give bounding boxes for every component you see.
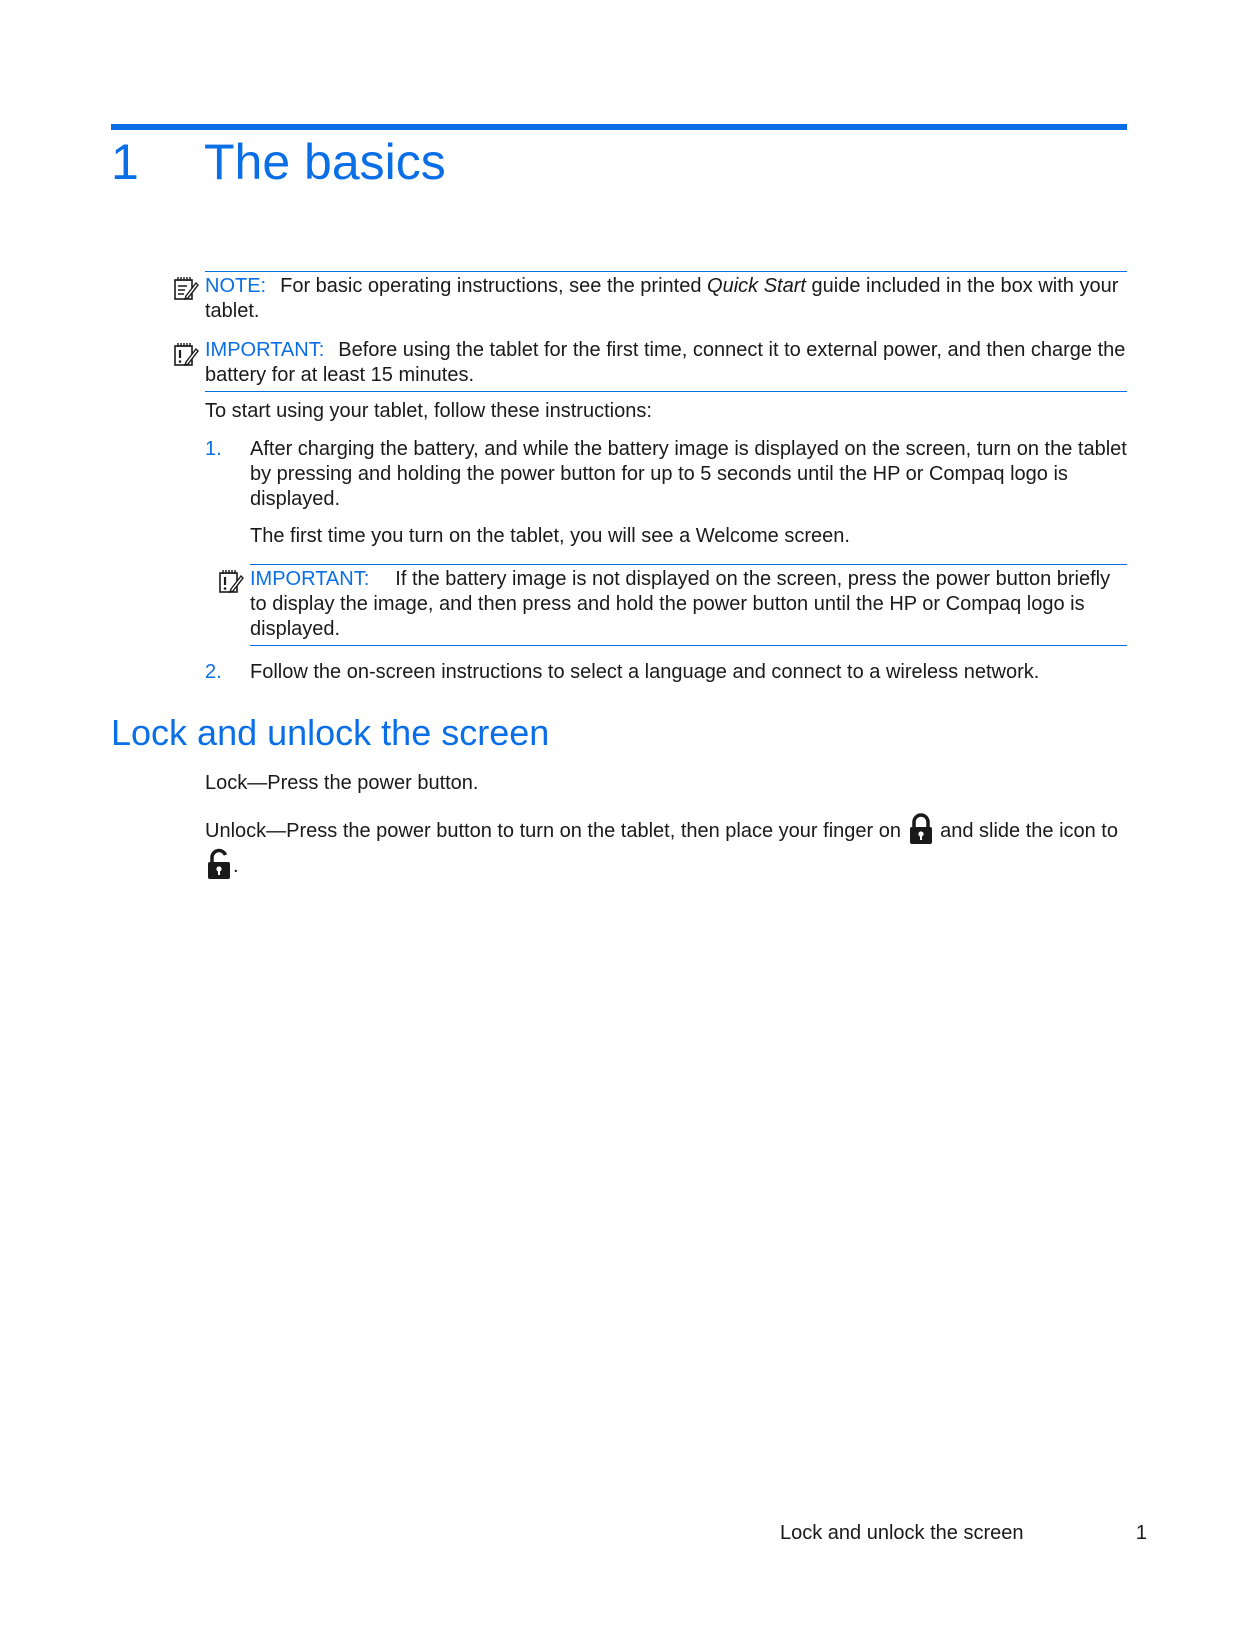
footer-title: Lock and unlock the screen xyxy=(780,1522,1024,1544)
unlock-mid: and slide the icon to xyxy=(934,820,1118,842)
note-block xyxy=(205,271,1127,324)
step-subtext: The first time you turn on the tablet, you will see a Welcome screen. xyxy=(250,525,850,547)
step-text: After charging the battery, and while the battery image is displayed on the screen, turn on the tablet by pressing and holding the power button for up to 5 seconds until the HP or Compaq logo is displayed. xyxy=(250,438,1127,510)
section-title: Lock and unlock the screen xyxy=(111,712,550,753)
padlock-unlocked-icon xyxy=(205,848,233,880)
step-number: 1. xyxy=(205,438,222,460)
important-block-2 xyxy=(250,564,1127,646)
page-number: 1 xyxy=(1135,1522,1147,1544)
intro-paragraph: To start using your tablet, follow these instructions: xyxy=(205,400,652,422)
unlock-text: —Press the power button to turn on the tablet, then place your finger on xyxy=(266,820,907,842)
important-label-2: IMPORTANT: xyxy=(250,568,370,590)
list-item xyxy=(205,660,1127,685)
note-label: NOTE: xyxy=(205,275,267,297)
chapter-title xyxy=(111,132,446,192)
important-icon xyxy=(218,568,244,594)
page-footer xyxy=(780,1521,1147,1546)
chapter-number: 1 xyxy=(111,134,139,190)
step-number: 2. xyxy=(205,661,222,683)
chapter-rule xyxy=(111,124,1127,130)
important-icon xyxy=(173,341,199,367)
note-text-after: guide included in the box with your tablet. xyxy=(205,275,1119,322)
lock-paragraph xyxy=(205,771,1127,796)
lock-term: Lock xyxy=(205,772,248,794)
step-text: Follow the on-screen instructions to select a language and connect to a wireless network. xyxy=(250,661,1040,683)
note-italic: Quick Start xyxy=(707,275,806,297)
unlock-paragraph xyxy=(205,813,1127,883)
note-icon xyxy=(173,275,199,301)
lock-text: —Press the power button. xyxy=(247,772,479,794)
note-text-before: For basic operating instructions, see the printed xyxy=(280,275,708,297)
padlock-locked-icon xyxy=(907,813,935,845)
list-item xyxy=(205,437,1127,549)
chapter-title-text: The basics xyxy=(204,134,446,190)
important-text-1: Before using the tablet for the first time, connect it to external power, and then charge the battery for at least 15 minutes. xyxy=(205,339,1126,386)
important-text-2: If the battery image is not displayed on the screen, press the power button briefly to display the image, and then press and hold the power button until the HP or Compaq logo is displayed. xyxy=(250,568,1111,640)
important-label-1: IMPORTANT: xyxy=(205,339,325,361)
important-block-1 xyxy=(205,338,1127,392)
unlock-end: . xyxy=(233,855,239,877)
unlock-term: Unlock xyxy=(205,820,267,842)
